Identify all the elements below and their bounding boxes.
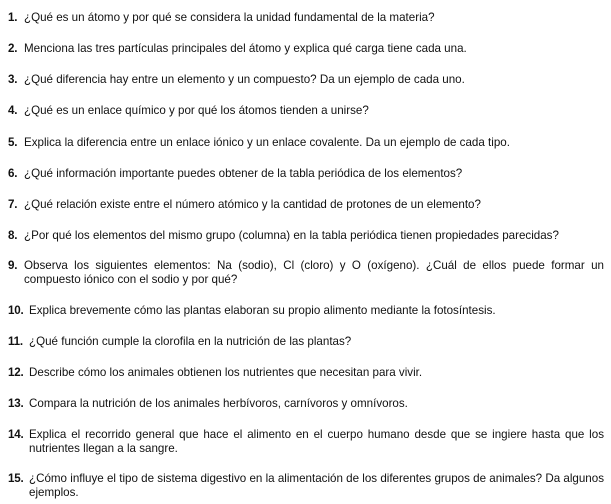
question-number: 13. [8, 397, 24, 410]
question-item [8, 136, 604, 150]
question-number: 2. [8, 42, 18, 55]
question-item [8, 229, 604, 243]
question-item [8, 11, 604, 25]
question-number: 9. [8, 259, 18, 272]
question-number: 1. [8, 11, 18, 24]
question-text: ¿Qué función cumple la clorofila en la nutrición de las plantas? [29, 335, 352, 348]
question-item [8, 472, 604, 499]
question-number: 12. [8, 366, 24, 379]
question-text: Compara la nutrición de los animales herbívoros, carnívoros y omnívoros. [29, 397, 408, 410]
question-item [8, 167, 604, 181]
question-item [8, 366, 604, 380]
question-number: 6. [8, 167, 18, 180]
question-text: Menciona las tres partículas principales del átomo y explica qué carga tiene cada una. [24, 42, 467, 55]
question-text: ¿Por qué los elementos del mismo grupo (columna) en la tabla periódica tienen propiedades parecidas? [24, 229, 559, 242]
question-item [8, 42, 604, 56]
question-item [8, 335, 604, 349]
question-number: 14. [8, 428, 24, 441]
question-item [8, 198, 604, 212]
question-number: 8. [8, 229, 18, 242]
question-number: 11. [8, 335, 23, 348]
question-number: 5. [8, 136, 18, 149]
question-item [8, 428, 604, 455]
question-text: ¿Qué es un enlace químico y por qué los átomos tienden a unirse? [24, 104, 369, 117]
question-number: 4. [8, 104, 18, 117]
question-text: ¿Qué diferencia hay entre un elemento y un compuesto? Da un ejemplo de cada uno. [24, 73, 465, 86]
question-item [8, 397, 604, 411]
question-text: ¿Qué información importante puedes obtener de la tabla periódica de los elementos? [24, 167, 463, 180]
question-text: ¿Qué es un átomo y por qué se considera la unidad fundamental de la materia? [24, 11, 435, 24]
question-text: Observa los siguientes elementos: Na (sodio), Cl (cloro) y O (oxígeno). ¿Cuál de ellos puede formar un compuesto iónico con el sodio y por qué? [24, 259, 604, 286]
question-number: 10. [8, 304, 24, 317]
question-item [8, 73, 604, 87]
question-text: Describe cómo los animales obtienen los nutrientes que necesitan para vivir. [29, 366, 423, 379]
question-number: 15. [8, 472, 24, 485]
question-text: ¿Cómo influye el tipo de sistema digestivo en la alimentación de los diferentes grupos de animales? Da algunos ejemplos. [29, 472, 604, 499]
question-text: Explica el recorrido general que hace el alimento en el cuerpo humano desde que se ingiere hasta que los nutrientes llegan a la sangre. [29, 428, 604, 455]
question-text: ¿Qué relación existe entre el número atómico y la cantidad de protones de un elemento? [24, 198, 481, 211]
question-item [8, 259, 604, 286]
question-number: 7. [8, 198, 18, 211]
question-item [8, 304, 604, 318]
question-text: Explica brevemente cómo las plantas elaboran su propio alimento mediante la fotosíntesis. [29, 304, 496, 317]
question-text: Explica la diferencia entre un enlace iónico y un enlace covalente. Da un ejemplo de cada tipo. [24, 136, 510, 149]
question-item [8, 104, 604, 118]
question-number: 3. [8, 73, 18, 86]
